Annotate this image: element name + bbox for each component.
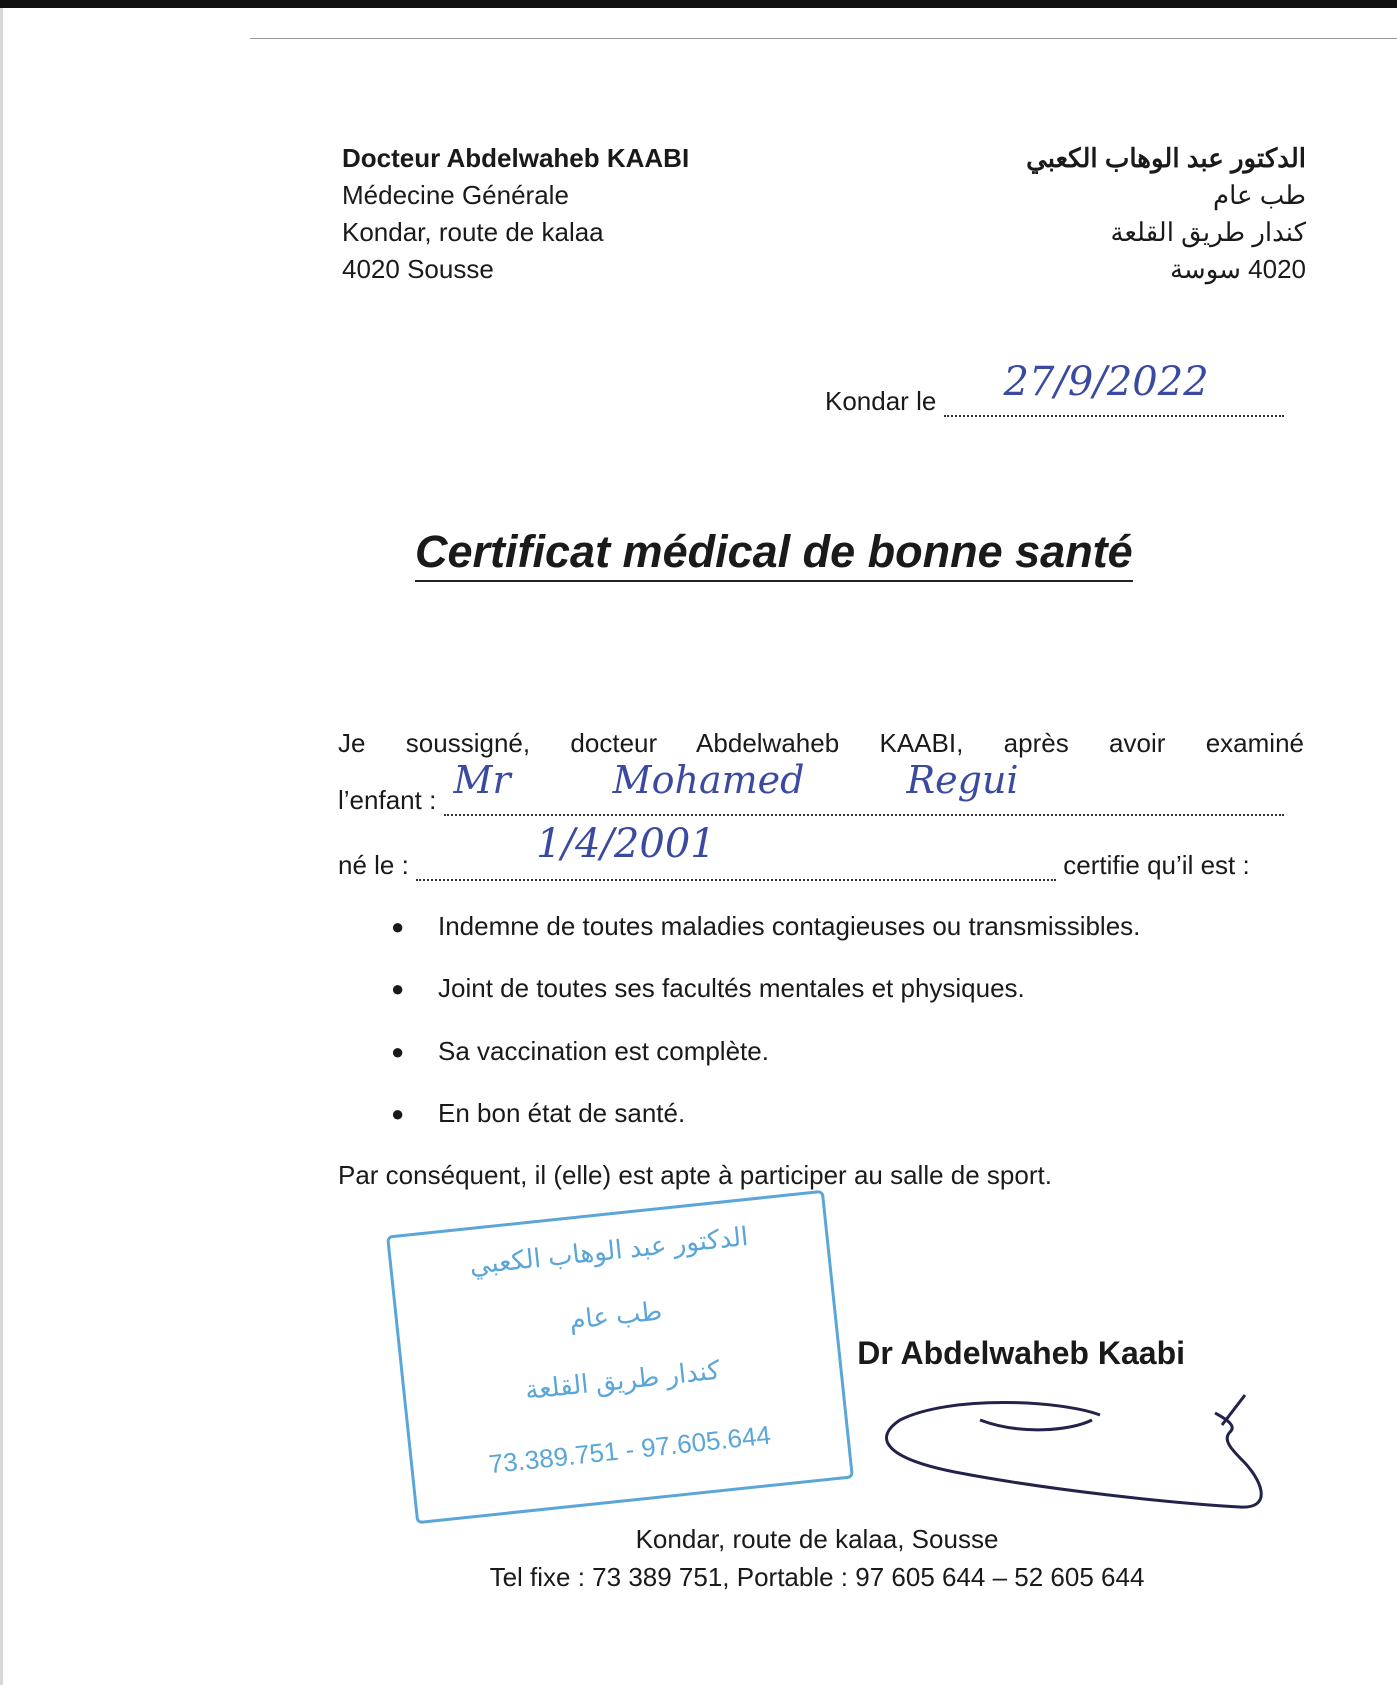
stamp-phones: 73.389.751 - 97.605.644 <box>487 1419 773 1480</box>
bullet-item: Sa vaccination est complète. <box>438 1036 769 1066</box>
bullet-item: Joint de toutes ses facultés mentales et physiques. <box>438 973 1025 1003</box>
handwritten-signature <box>870 1385 1290 1515</box>
stamp-line-1: الدكتور عبد الوهاب الكعبي <box>468 1221 750 1281</box>
footer-address: Kondar, route de kalaa, Sousse <box>635 1524 999 1554</box>
stamp-line-2: طب عام <box>567 1295 664 1336</box>
doctor-city-ar: 4020 سوسة <box>1169 254 1306 284</box>
scan-left-edge <box>0 8 3 1685</box>
date-line <box>825 359 1284 417</box>
bullet-icon: ● <box>391 1101 405 1126</box>
bullet-icon: ● <box>391 1039 405 1064</box>
signature-name: Dr Abdelwaheb Kaabi <box>857 1335 1185 1371</box>
certify-text: certifie qu’il est : <box>1063 850 1250 880</box>
bullet-icon: ● <box>391 914 405 939</box>
top-rule <box>250 38 1397 39</box>
header-left <box>342 140 689 288</box>
certificate-title: Certificat médical de bonne santé <box>415 524 1133 582</box>
born-label: né le : <box>338 850 409 880</box>
bullet-item: En bon état de santé. <box>438 1098 686 1128</box>
date-handwritten: 27/9/2022 <box>1003 359 1209 405</box>
child-line <box>338 758 1284 816</box>
stamp-line-3: كندار طريق القلعة <box>523 1354 722 1406</box>
bullet-item: Indemne de toutes maladies contagieuses ou transmissibles. <box>438 911 1141 941</box>
doctor-address: Kondar, route de kalaa <box>342 217 604 247</box>
scan-top-edge <box>0 0 1397 8</box>
doctor-city: 4020 Sousse <box>342 254 494 284</box>
child-label: l’enfant : <box>338 785 437 815</box>
doctor-address-ar: كندار طريق القلعة <box>1110 217 1306 247</box>
doctor-specialty: Médecine Générale <box>342 180 569 210</box>
birth-line <box>338 821 1250 881</box>
birth-date-handwritten: 1/4/2001 <box>536 821 716 867</box>
doctor-name-ar: الدكتور عبد الوهاب الكعبي <box>1026 143 1306 173</box>
conclusion-text: Par conséquent, il (elle) est apte à participer au salle de sport. <box>338 1160 1052 1190</box>
doctor-specialty-ar: طب عام <box>1213 180 1306 210</box>
bullet-icon: ● <box>391 976 405 1001</box>
doctor-stamp <box>386 1190 854 1524</box>
doctor-name: Docteur Abdelwaheb KAABI <box>342 143 690 173</box>
child-name-handwritten: Mr Mohamed Regui <box>453 758 1019 802</box>
date-label: Kondar le <box>825 386 937 416</box>
header-right-arabic <box>1026 140 1306 288</box>
footer-phones: Tel fixe : 73 389 751, Portable : 97 605 644 – 52 605 644 <box>489 1562 1145 1592</box>
intro-text: Je soussigné, docteur Abdelwaheb KAABI, après avoir examiné <box>338 728 1304 758</box>
